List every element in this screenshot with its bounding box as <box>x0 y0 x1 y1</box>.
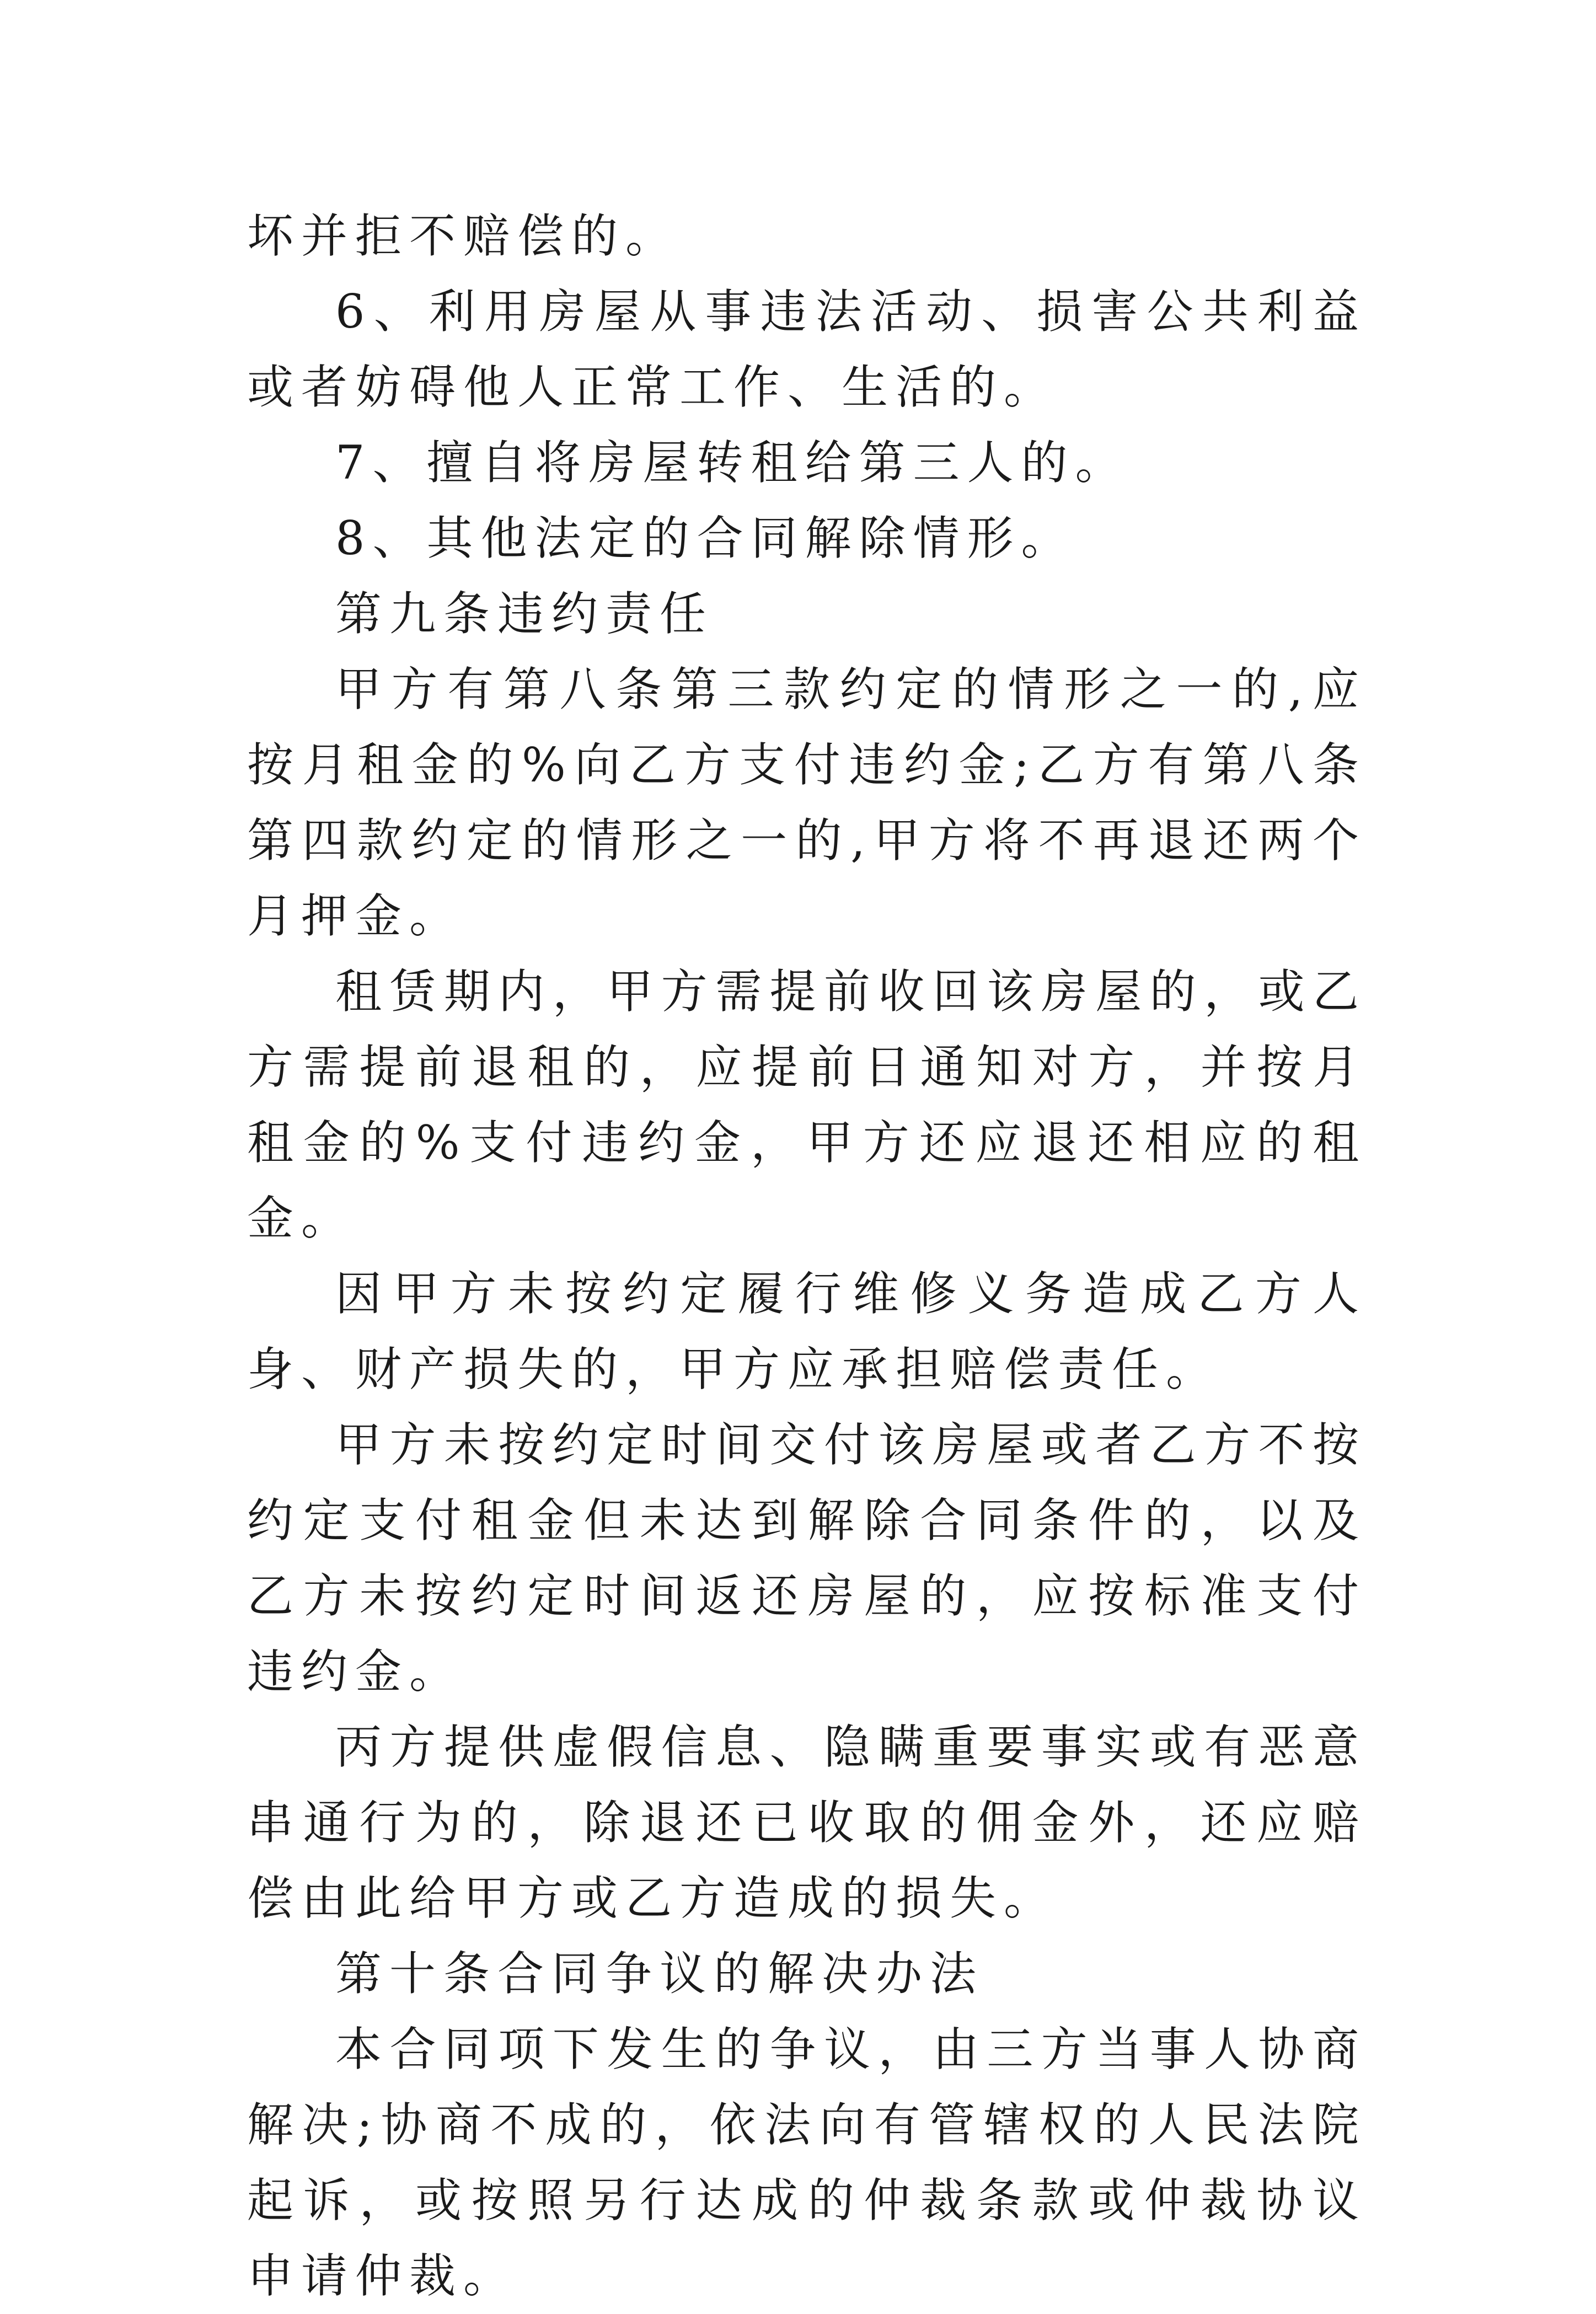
paragraph-article-9-clause-5: 丙方提供虚假信息、隐瞒重要事实或有恶意串通行为的，除退还已收取的佣金外，还应赔偿由此给甲方或乙方造成的损失。 <box>247 1720 1367 1925</box>
paragraph-article-9-clause-3: 因甲方未按约定履行维修义务造成乙方人身、财产损失的，甲方应承担赔偿责任。 <box>247 1267 1367 1396</box>
paragraph-article-9-clause-4: 甲方未按约定时间交付该房屋或者乙方不按约定支付租金但未达到解除合同条件的，以及乙方未按约定时间返还房屋的，应按标准支付违约金。 <box>247 1418 1367 1699</box>
paragraph-article-10-clause-1: 本合同项下发生的争议，由三方当事人协商解决;协商不成的，依法向有管辖权的人民法院起诉，或按照另行达成的仲裁条款或仲裁协议申请仲裁。 <box>247 2022 1367 2303</box>
paragraph-item-6: 6、利用房屋从事违法活动、损害公共利益或者妨碍他人正常工作、生活的。 <box>247 285 1367 414</box>
section-heading-article-9: 第九条违约责任 <box>335 587 714 641</box>
paragraph-continuation: 坏并拒不赔偿的。 <box>247 209 680 263</box>
paragraph-item-7: 7、擅自将房屋转租给第三人的。 <box>335 436 1129 490</box>
document-body <box>247 199 1367 2314</box>
paragraph-article-9-clause-1: 甲方有第八条第三款约定的情形之一的,应按月租金的%向乙方支付违约金;乙方有第八条第四款约定的情形之一的,甲方将不再退还两个月押金。 <box>247 662 1367 943</box>
paragraph-article-9-clause-2: 租赁期内，甲方需提前收回该房屋的，或乙方需提前退租的，应提前日通知对方，并按月租金的%支付违约金，甲方还应退还相应的租金。 <box>247 965 1367 1245</box>
section-heading-article-10: 第十条合同争议的解决办法 <box>335 1947 984 2001</box>
paragraph-item-8: 8、其他法定的合同解除情形。 <box>335 511 1075 565</box>
